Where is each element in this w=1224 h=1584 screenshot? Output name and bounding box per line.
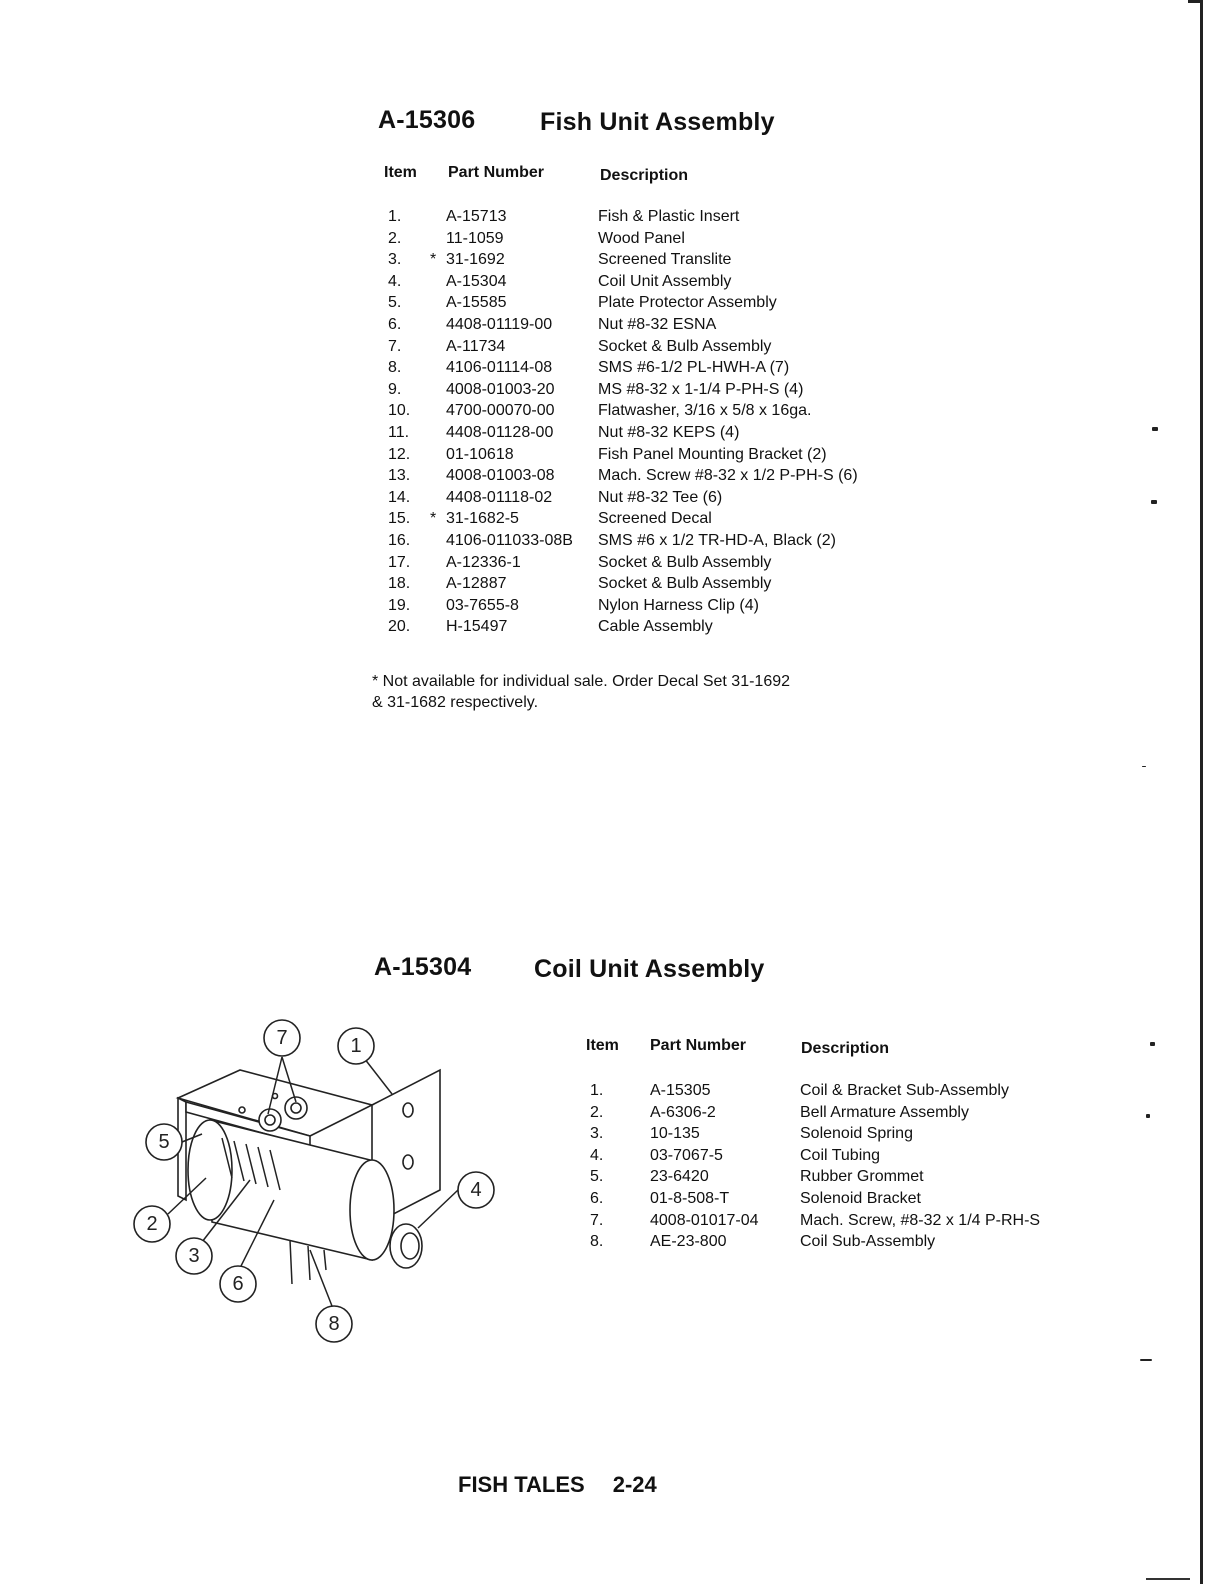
coil-row-part-number: 01-8-508-T (650, 1189, 730, 1207)
fish-row-description: Nylon Harness Clip (4) (598, 596, 759, 614)
callout-2 (134, 1206, 170, 1242)
coil-row-part-number: 10-135 (650, 1125, 700, 1143)
fish-row-description: Nut #8-32 KEPS (4) (598, 423, 740, 441)
fish-row-part-number: A-11734 (446, 337, 506, 355)
fish-row-item: 6. (388, 315, 402, 333)
fish-row-part-number: 4700-00070-00 (446, 402, 555, 420)
fish-parts-row (384, 336, 944, 358)
fish-row-description: Mach. Screw #8-32 x 1/2 P-PH-S (6) (598, 467, 858, 485)
fish-row-item: 1. (388, 208, 402, 225)
fish-parts-row (384, 530, 944, 552)
fish-row-item: 12. (388, 445, 411, 463)
coil-row-description: Solenoid Spring (800, 1125, 913, 1143)
fish-row-item: 10. (388, 402, 411, 420)
fish-row-part-number: A-12887 (446, 575, 507, 593)
margin-speck (1140, 1359, 1152, 1361)
fish-parts-row (384, 552, 944, 574)
coil-row-description: Coil & Bracket Sub-Assembly (800, 1082, 1009, 1099)
fish-row-part-number: 4106-01114-08 (446, 359, 553, 377)
callout-4-label: 4 (470, 1179, 482, 1201)
coil-unit-part-number: A-15304 (374, 953, 472, 981)
fish-row-item: 3. (388, 251, 402, 269)
fish-parts-row (384, 228, 944, 250)
fish-row-item: 7. (388, 337, 402, 355)
fish-row-part-number: 4106-011033-08B (446, 531, 573, 549)
fish-row-description: Screened Translite (598, 251, 732, 269)
fish-row-item: 15. (388, 510, 411, 528)
fish-parts-row (384, 379, 944, 401)
leader-1 (364, 1058, 392, 1094)
coil-parts-row (586, 1231, 1106, 1253)
coil-row-part-number: 4008-01017-04 (650, 1211, 759, 1229)
page-border-right (1200, 0, 1203, 1584)
fish-parts-row (384, 314, 944, 336)
fish-row-description: Socket & Bulb Assembly (598, 553, 772, 571)
fish-parts-row (384, 400, 944, 422)
fish-row-part-number: 11-1059 (446, 229, 504, 247)
fish-row-part-number: A-15713 (446, 208, 507, 225)
fish-row-description: Cable Assembly (598, 618, 713, 636)
fish-row-item: 14. (388, 488, 411, 506)
callout-6 (220, 1266, 256, 1302)
callout-8 (316, 1306, 352, 1342)
callout-3-label: 3 (188, 1245, 200, 1267)
coil-row-description: Rubber Grommet (800, 1168, 924, 1186)
fish-row-part-number: 01-10618 (446, 445, 514, 463)
fish-row-item: 19. (388, 596, 411, 614)
small-hole (239, 1107, 245, 1113)
fish-row-part-number: A-12336-1 (446, 553, 521, 571)
coil-row-item: 3. (590, 1125, 604, 1143)
coil-row-part-number: 23-6420 (650, 1168, 709, 1186)
fish-row-item: 13. (388, 467, 411, 485)
bracket-hole-bottom (403, 1155, 413, 1169)
coil-header-description: Description (801, 1040, 890, 1057)
fish-unit-title (378, 106, 775, 136)
coil-row-part-number: A-15305 (650, 1082, 711, 1099)
screw-left-head (265, 1115, 275, 1125)
fish-row-description: Fish Panel Mounting Bracket (2) (598, 445, 827, 463)
fish-row-part-number: 31-1682-5 (446, 510, 519, 528)
coil-parts-row (586, 1166, 1106, 1188)
callout-2-label: 2 (146, 1213, 158, 1235)
screw-right-head (291, 1103, 301, 1113)
tubing-inner (401, 1233, 419, 1259)
margin-speck (1150, 1042, 1155, 1046)
coil-row-item: 5. (590, 1168, 604, 1186)
fish-row-description: Flatwasher, 3/16 x 5/8 x 16ga. (598, 402, 812, 420)
coil-row-item: 8. (590, 1233, 604, 1251)
fish-parts-row (384, 508, 944, 530)
fish-note-line-1: * Not available for individual sale. Order Decal Set 31-1692 (372, 673, 791, 690)
fish-parts-list (384, 206, 944, 638)
fish-row-description: Wood Panel (598, 229, 685, 247)
page-footer (458, 1472, 657, 1498)
coil-left-end (188, 1120, 232, 1220)
coil-header-part-number: Part Number (650, 1037, 747, 1054)
fish-row-description: Nut #8-32 Tee (6) (598, 488, 723, 506)
leader-8 (310, 1250, 332, 1306)
fish-row-part-number: 4008-01003-08 (446, 467, 555, 485)
fish-unit-name: Fish Unit Assembly (540, 108, 775, 136)
fish-parts-row (384, 616, 944, 638)
fish-header-item: Item (384, 164, 417, 181)
fish-row-description: Fish & Plastic Insert (598, 208, 740, 225)
coil-row-description: Coil Sub-Assembly (800, 1233, 936, 1251)
fish-row-item: 2. (388, 229, 402, 247)
fish-row-description: Socket & Bulb Assembly (598, 575, 772, 593)
coil-parts-row (586, 1123, 1106, 1145)
margin-speck (1142, 766, 1146, 767)
fish-row-description: MS #8-32 x 1-1/4 P-PH-S (4) (598, 380, 804, 398)
footer-game-title: FISH TALES (458, 1472, 585, 1497)
callout-3 (176, 1238, 212, 1274)
coil-row-item: 7. (590, 1211, 604, 1229)
fish-parts-row (384, 206, 944, 228)
fish-unit-part-number: A-15306 (378, 106, 476, 134)
fish-parts-row (384, 249, 944, 271)
fish-row-part-number: A-15585 (446, 294, 507, 312)
fish-row-description: Screened Decal (598, 510, 712, 528)
fish-row-item: 20. (388, 618, 411, 636)
coil-parts-row (586, 1210, 1106, 1232)
fish-parts-row (384, 444, 944, 466)
fish-row-item: 18. (388, 575, 411, 593)
margin-speck (1151, 500, 1157, 504)
footer-page-number: 2-24 (612, 1472, 657, 1497)
fish-parts-row (384, 292, 944, 314)
fish-row-part-number: 03-7655-8 (446, 596, 519, 614)
coil-unit-name: Coil Unit Assembly (534, 955, 765, 983)
fish-row-part-number: 4008-01003-20 (446, 380, 555, 398)
fish-row-part-number: 4408-01119-00 (446, 315, 553, 333)
fish-row-item: 17. (388, 553, 411, 571)
fish-row-item: 8. (388, 359, 402, 377)
fish-row-item: 11. (388, 423, 410, 441)
coil-parts-row (586, 1145, 1106, 1167)
fish-parts-row (384, 573, 944, 595)
fish-parts-row (384, 422, 944, 444)
coil-unit-drawing (110, 1010, 530, 1350)
fish-row-description: Plate Protector Assembly (598, 294, 777, 312)
coil-right-end (350, 1160, 394, 1260)
fish-row-part-number: 4408-01128-00 (446, 423, 554, 441)
margin-speck (1146, 1114, 1150, 1118)
fish-parts-row (384, 465, 944, 487)
fish-note-line-2: & 31-1682 respectively. (372, 694, 539, 711)
coil-row-part-number: A-6306-2 (650, 1103, 716, 1121)
callout-5 (146, 1124, 182, 1160)
coil-row-description: Solenoid Bracket (800, 1189, 921, 1207)
coil-row-item: 4. (590, 1146, 604, 1164)
coil-unit-title (374, 953, 765, 983)
coil-row-part-number: AE-23-800 (650, 1233, 727, 1251)
fish-row-item: 16. (388, 531, 411, 549)
coil-row-description: Mach. Screw, #8-32 x 1/4 P-RH-S (800, 1211, 1041, 1229)
callout-4 (458, 1172, 494, 1208)
fish-parts-row (384, 357, 944, 379)
coil-row-description: Coil Tubing (800, 1146, 881, 1164)
fish-row-part-number: H-15497 (446, 618, 508, 636)
callout-1 (338, 1028, 374, 1064)
coil-row-part-number: 03-7067-5 (650, 1146, 723, 1164)
fish-parts-row (384, 487, 944, 509)
fish-parts-row (384, 595, 944, 617)
fish-header-description: Description (600, 167, 689, 184)
coil-row-item: 2. (590, 1103, 604, 1121)
coil-row-description: Bell Armature Assembly (800, 1103, 969, 1121)
callout-7 (264, 1020, 300, 1056)
fish-row-star: * (430, 510, 437, 528)
callout-1-label: 1 (350, 1035, 362, 1057)
fish-row-part-number: 31-1692 (446, 251, 505, 269)
callout-7-label: 7 (276, 1027, 288, 1049)
fish-row-item: 9. (388, 380, 402, 398)
coil-parts-list (586, 1080, 1106, 1253)
callout-8-label: 8 (328, 1313, 340, 1335)
fish-row-description: SMS #6-1/2 PL-HWH-A (7) (598, 359, 790, 377)
fish-row-description: Socket & Bulb Assembly (598, 337, 772, 355)
fish-parts-row (384, 271, 944, 293)
fish-row-part-number: 4408-01118-02 (446, 488, 553, 506)
fish-header-part-number: Part Number (448, 164, 545, 181)
fish-row-description: Nut #8-32 ESNA (598, 315, 717, 333)
fish-row-item: 5. (388, 294, 402, 312)
fish-row-description: Coil Unit Assembly (598, 272, 732, 290)
fish-row-part-number: A-15304 (446, 272, 507, 290)
coil-header-item: Item (586, 1037, 619, 1054)
callout-6-label: 6 (232, 1273, 244, 1295)
fish-row-item: 4. (388, 272, 402, 290)
coil-row-item: 6. (590, 1189, 604, 1207)
coil-parts-row (586, 1102, 1106, 1124)
corner-mark (1146, 1578, 1190, 1580)
callout-5-label: 5 (158, 1131, 170, 1153)
coil-parts-row (586, 1080, 1106, 1102)
fish-row-description: SMS #6 x 1/2 TR-HD-A, Black (2) (598, 531, 836, 549)
coil-row-item: 1. (590, 1082, 604, 1099)
fish-row-star: * (430, 251, 437, 269)
margin-speck (1152, 427, 1158, 431)
coil-parts-row (586, 1188, 1106, 1210)
bracket-hole-top (403, 1103, 413, 1117)
